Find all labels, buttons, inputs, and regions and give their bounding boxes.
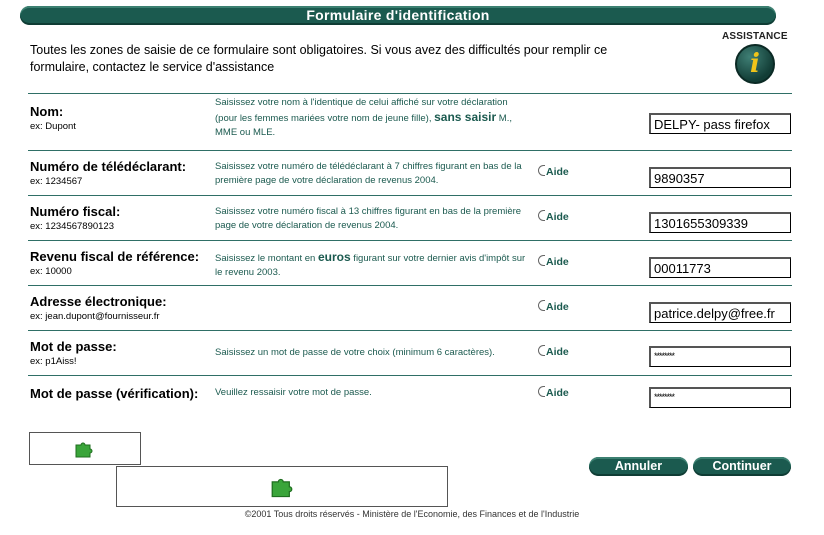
help-icon [538,300,545,311]
intro-text: Toutes les zones de saisie de ce formulaire sont obligatoires. Si vous avez des difficultés pour remplir ce formulaire, contactez le service d'assistance [30,43,608,74]
help-link-label: Aide [546,256,569,268]
numero-fiscal-label: Numéro fiscal: [30,204,121,219]
mot-de-passe-example: ex: p1Aiss! [30,356,77,367]
adresse-help-link[interactable] [538,300,569,313]
revenu-help-tail: figurant sur votre dernier avis d'impôt sur le revenu 2003. [215,253,526,278]
row-divider [28,150,792,151]
nom-input[interactable] [649,113,791,134]
revenu-help-emphasis: euros [317,250,351,264]
nom-help-emphasis: sans saisir [434,110,497,124]
help-icon [538,255,545,266]
row-divider [28,195,792,196]
teledeclarant-help: Saisissez votre numéro de télédéclarant à 7 chiffres figurant en bas de la première page de votre déclaration de revenus 2004. [215,161,522,186]
broken-image-icon [74,441,94,459]
numero-fiscal-input[interactable] [649,212,791,233]
row-divider [28,375,792,376]
adresse-example: ex: jean.dupont@fournisseur.fr [30,311,160,322]
help-link-label: Aide [546,211,569,223]
row-divider [28,285,792,286]
nom-help-tail: M., MME ou MLE. [215,113,513,138]
revenu-help-head: Saisissez le montant en [215,253,318,264]
verification-help: Veuillez ressaisir votre mot de passe. [215,387,372,398]
teledeclarant-input[interactable] [649,167,791,188]
revenu-fiscal-help-link[interactable] [538,255,569,268]
teledeclarant-help-link[interactable] [538,165,569,178]
verification-label: Mot de passe (vérification): [30,386,199,401]
info-glyph: i [750,49,760,79]
revenu-fiscal-example: ex: 10000 [30,266,72,277]
nom-help-line: Saisissez votre nom à l'identique de celui affiché sur votre déclaration (pour les femmes mariées votre nom de jeune fille), [215,97,508,124]
mot-de-passe-label: Mot de passe: [30,339,117,354]
row-divider [28,93,792,94]
broken-image-icon [269,477,295,499]
nom-help [215,96,525,140]
continuer-button[interactable]: Continuer [693,457,791,476]
image-placeholder [29,432,141,465]
numero-fiscal-example: ex: 1234567890123 [30,221,114,232]
help-icon [538,165,545,176]
annuler-button[interactable]: Annuler [589,457,688,476]
row-divider [28,330,792,331]
help-link-label: Aide [546,346,569,358]
info-icon[interactable] [735,44,775,84]
mot-de-passe-input[interactable]: ******** [649,346,791,367]
row-divider [28,240,792,241]
form-title-bar [20,6,776,25]
help-icon [538,210,545,221]
nom-example: ex: Dupont [30,121,76,132]
help-link-label: Aide [546,166,569,178]
verification-input[interactable]: ******** [649,387,791,408]
mot-de-passe-help: Saisissez un mot de passe de votre choix (minimum 6 caractères). [215,347,495,358]
revenu-fiscal-label: Revenu fiscal de référence: [30,249,200,264]
mot-de-passe-help-link[interactable] [538,345,569,358]
help-icon [538,345,545,356]
page-title: Formulaire d'identification [306,7,490,23]
image-placeholder [116,466,448,507]
adresse-input[interactable] [649,302,791,323]
teledeclarant-label: Numéro de télédéclarant: [30,159,187,174]
numero-fiscal-help: Saisissez votre numéro fiscal à 13 chiffres figurant en bas de la première page de votre déclaration de revenus 2004. [215,206,522,231]
nom-label: Nom: [30,104,64,119]
assistance-label[interactable]: ASSISTANCE [722,31,788,42]
verification-help-link[interactable] [538,386,569,399]
revenu-fiscal-help [215,250,535,280]
help-link-label: Aide [546,387,569,399]
teledeclarant-example: ex: 1234567 [30,176,83,187]
footer-copyright: ©2001 Tous droits réservés - Ministère de l'Economie, des Finances et de l'Industrie [244,509,580,519]
help-link-label: Aide [546,301,569,313]
revenu-fiscal-input[interactable] [649,257,791,278]
numero-fiscal-help-link[interactable] [538,210,569,223]
adresse-label: Adresse électronique: [30,294,167,309]
help-icon [538,386,545,397]
